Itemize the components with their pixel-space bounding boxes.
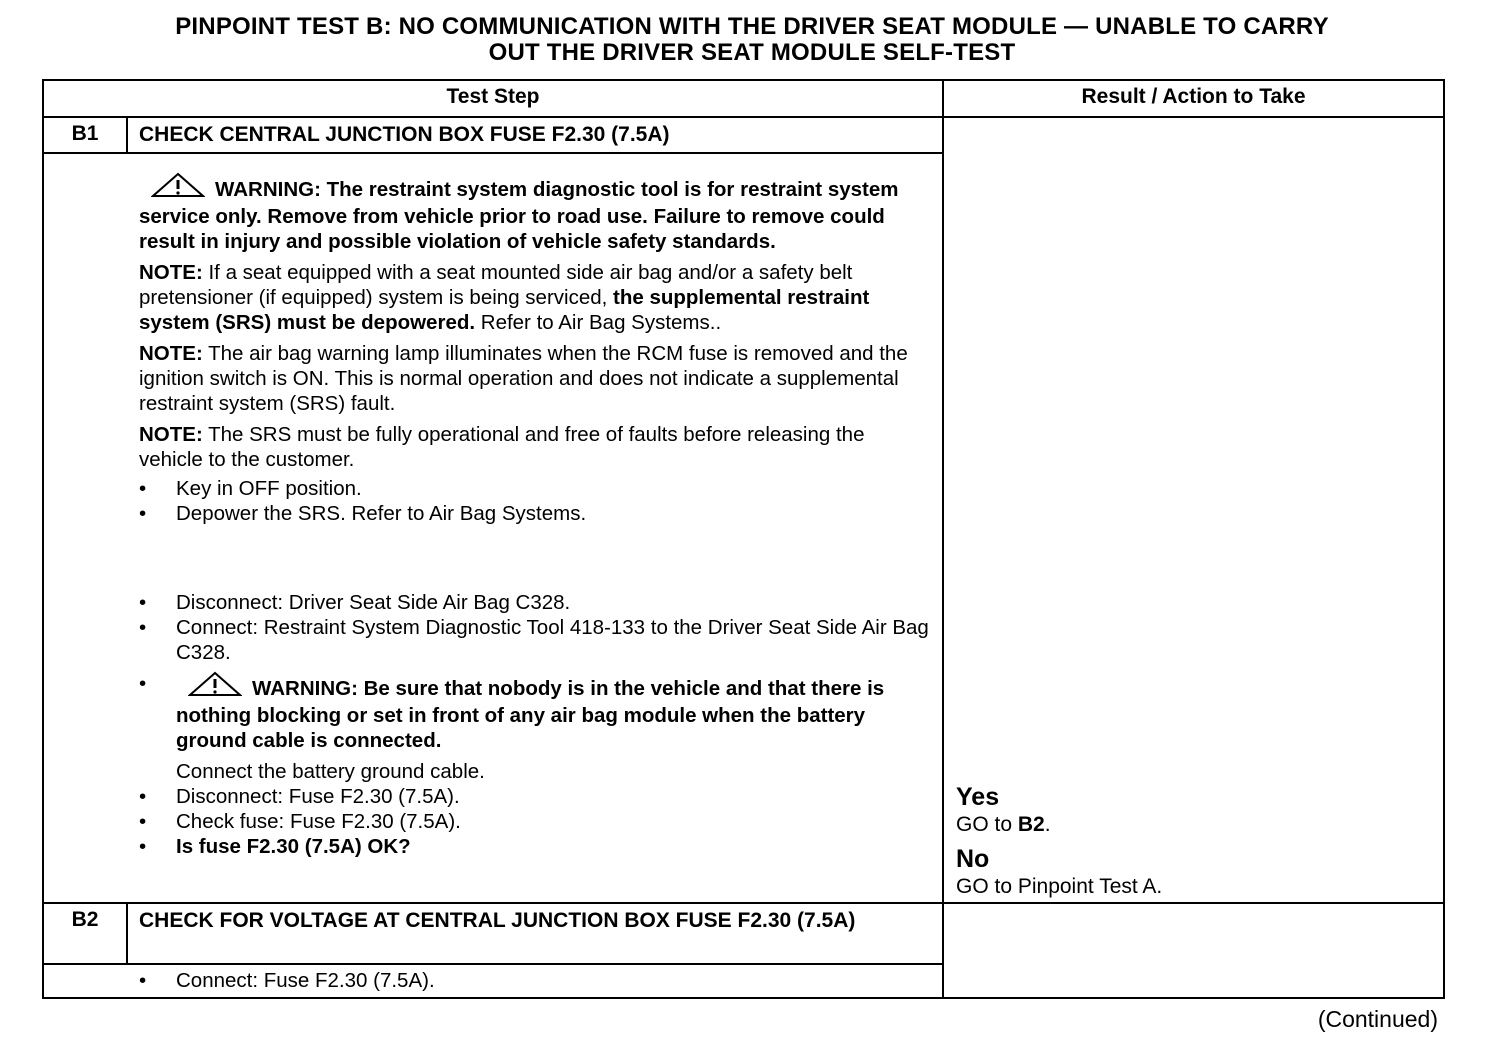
warning-text-2: WARNING: Be sure that nobody is in the vehicle and that there is nothing blocking or set in front of any air bag module when the battery ground cable is connected. xyxy=(176,677,885,752)
result-b1 xyxy=(956,782,1426,900)
result-yes-label: Yes xyxy=(956,783,1000,811)
list-item xyxy=(139,968,929,993)
step-list-b xyxy=(139,590,929,665)
bullet-icon: • xyxy=(139,835,147,858)
step-body-b2 xyxy=(139,968,929,993)
b2-heading-border xyxy=(42,963,944,965)
title-line-2: OUT THE DRIVER SEAT MODULE SELF-TEST xyxy=(488,39,1016,66)
column-divider-step-id-b2 xyxy=(126,903,128,964)
list-item-text: Check fuse: Fuse F2.30 (7.5A). xyxy=(176,810,461,833)
question-text: Is fuse F2.30 (7.5A) OK? xyxy=(176,835,411,858)
list-item-question xyxy=(139,834,929,859)
step-list-a xyxy=(139,476,929,526)
step-heading-b2: CHECK FOR VOLTAGE AT CENTRAL JUNCTION BOX FUSE F2.30 (7.5A) xyxy=(139,909,856,932)
list-item-text: Key in OFF position. xyxy=(176,477,362,500)
page-title xyxy=(40,14,1464,66)
bullet-icon: • xyxy=(139,969,147,992)
column-divider-step-id-b1 xyxy=(126,117,128,153)
bullet-icon: • xyxy=(139,502,147,525)
list-item-warning xyxy=(139,671,929,784)
step-list-b2 xyxy=(139,968,929,993)
result-yes-action xyxy=(956,812,1426,838)
result-yes-prefix: GO to xyxy=(956,813,1018,836)
list-item xyxy=(139,615,929,665)
note-3-text: The SRS must be fully operational and free of faults before releasing the vehicle to the customer. xyxy=(139,423,865,471)
warning-text-1: WARNING: The restraint system diagnostic tool is for restraint system service only. Remove from vehicle prior to road use. Failure to remove could result in injury and possible violation of vehicle safety standards. xyxy=(139,178,899,253)
warning-block-2 xyxy=(176,671,929,753)
list-item-text: Disconnect: Fuse F2.30 (7.5A). xyxy=(176,785,460,808)
b1-row-border xyxy=(42,902,1445,904)
list-item-text: Depower the SRS. Refer to Air Bag Systems. xyxy=(176,502,587,525)
note-1-label: NOTE: xyxy=(139,261,203,284)
note-3 xyxy=(139,422,929,472)
bullet-icon: • xyxy=(139,616,147,639)
bullet-icon: • xyxy=(139,672,147,695)
list-item xyxy=(139,784,929,809)
note-2-text: The air bag warning lamp illuminates when the RCM fuse is removed and the ignition switch is ON. This is normal operation and does not indicate a supplemental restraint system (SRS) fault. xyxy=(139,342,908,415)
step-id-b2: B2 xyxy=(71,908,99,931)
step-heading-b1: CHECK CENTRAL JUNCTION BOX FUSE F2.30 (7.5A) xyxy=(139,123,670,146)
list-item-text: Connect: Restraint System Diagnostic Tool 418-133 to the Driver Seat Side Air Bag C328. xyxy=(176,616,929,664)
note-1-reference: Refer to Air Bag Systems.. xyxy=(475,311,722,334)
header-test-step: Test Step xyxy=(446,85,540,108)
list-item xyxy=(139,501,929,526)
note-2-label: NOTE: xyxy=(139,342,203,365)
note-1-bold-text: the supplemental restraint system (SRS) must be depowered. xyxy=(139,286,870,334)
list-item-text: Connect: Fuse F2.30 (7.5A). xyxy=(176,969,435,992)
warning-triangle-icon xyxy=(188,671,242,703)
result-yes-suffix: . xyxy=(1044,813,1051,836)
result-yes-target-link[interactable]: B2 xyxy=(1017,813,1045,836)
b1-heading-border xyxy=(42,152,944,154)
header-result-action: Result / Action to Take xyxy=(1081,85,1306,108)
step-list-c xyxy=(139,671,929,859)
note-3-label: NOTE: xyxy=(139,423,203,446)
note-1-text: If a seat equipped with a seat mounted side air bag and/or a safety belt pretensioner (if equipped) system is being serviced, xyxy=(139,261,853,309)
bullet-icon: • xyxy=(139,477,147,500)
title-line-1: PINPOINT TEST B: NO COMMUNICATION WITH THE DRIVER SEAT MODULE — UNABLE TO CARRY xyxy=(175,13,1329,40)
list-item-text: Disconnect: Driver Seat Side Air Bag C328. xyxy=(176,591,571,614)
note-1 xyxy=(139,260,929,335)
list-item xyxy=(139,590,929,615)
column-divider-result xyxy=(942,79,944,999)
result-no-label: No xyxy=(956,845,990,873)
warning-triangle-icon xyxy=(151,172,205,204)
bullet-icon: • xyxy=(139,785,147,808)
continued-label: (Continued) xyxy=(1317,1006,1438,1032)
warning-followup-text: Connect the battery ground cable. xyxy=(176,760,485,783)
warning-block-1 xyxy=(139,172,929,254)
header-row-border xyxy=(42,116,1445,118)
step-id-b1: B1 xyxy=(71,122,99,145)
list-item xyxy=(139,809,929,834)
bullet-icon: • xyxy=(139,810,147,833)
spacer xyxy=(139,526,929,590)
bullet-icon: • xyxy=(139,591,147,614)
step-body-b1 xyxy=(139,172,929,859)
note-2 xyxy=(139,341,929,416)
list-item xyxy=(139,476,929,501)
result-no-action: GO to Pinpoint Test A. xyxy=(956,875,1163,898)
